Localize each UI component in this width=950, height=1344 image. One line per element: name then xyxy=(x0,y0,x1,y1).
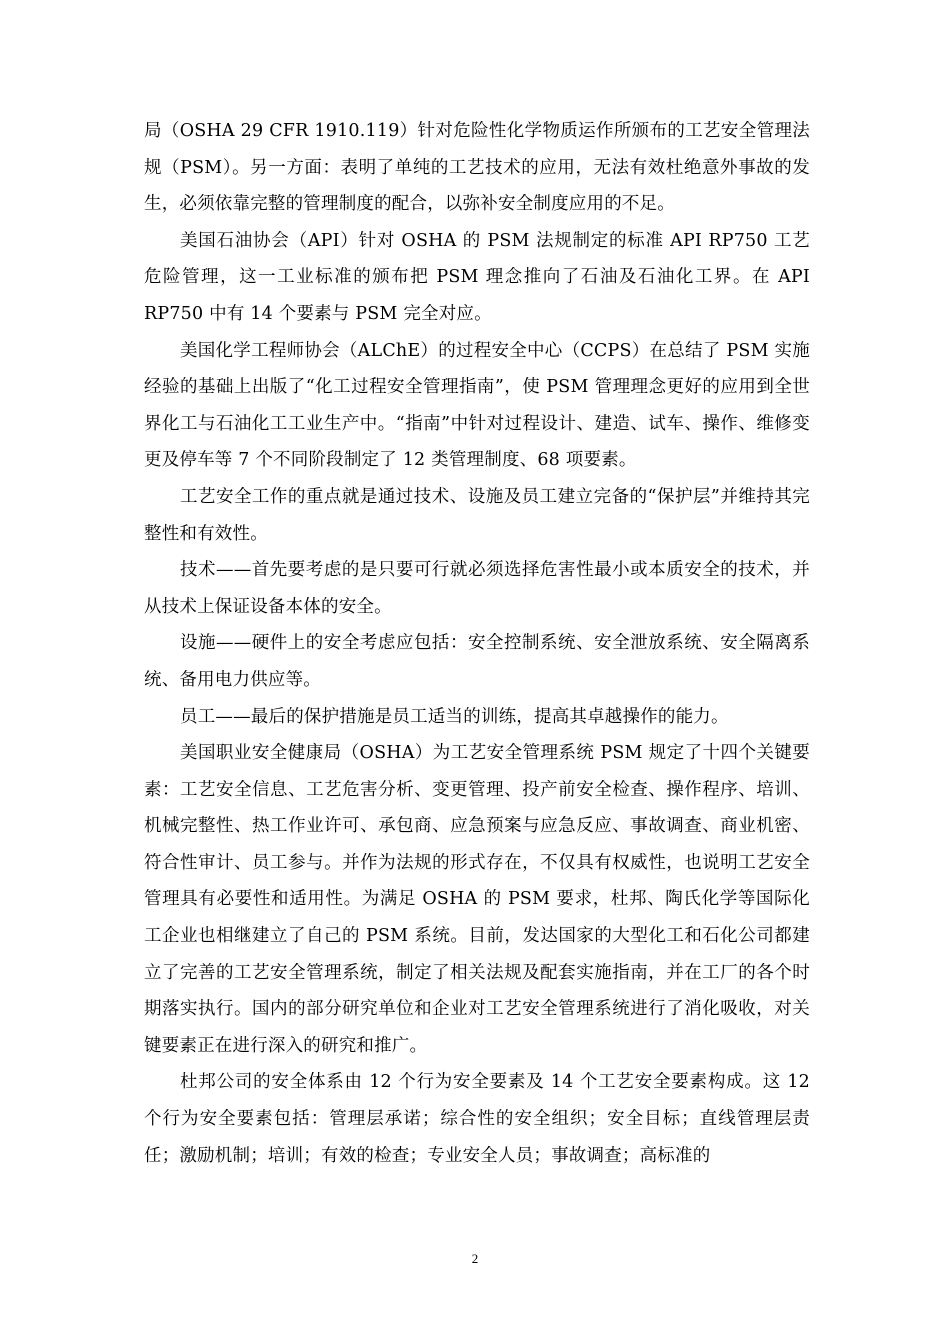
paragraph-facilities: 设施——硬件上的安全考虑应包括：安全控制系统、安全泄放系统、安全隔离系统、备用电力供应等。 xyxy=(144,633,810,690)
paragraph-ccps-guideline: 美国化学工程师协会（ALChE）的过程安全中心（CCPS）在总结了 PSM 实施经验的基础上出版了“化工过程安全管理指南”，使 PSM 管理理念更好的应用到全世界化工与石油化工工业生产中。“指南”中针对过程设计、建造、试车、操作、维修变更及停车等 7 个不同阶段制定了 12 类管理制度、68 项要素。 xyxy=(144,340,810,471)
page-number: 2 xyxy=(471,1251,479,1266)
paragraph-api-rp750: 美国石油协会（API）针对 OSHA 的 PSM 法规制定的标准 API RP750 工艺危险管理，这一工业标准的颁布把 PSM 理念推向了石油及石油化工界。在 API RP750 中有 14 个要素与 PSM 完全对应。 xyxy=(144,230,810,324)
paragraph-technology: 技术——首先要考虑的是只要可行就必须选择危害性最小或本质安全的技术，并从技术上保证设备本体的安全。 xyxy=(144,560,810,617)
paragraph-psm-regulation: 局（OSHA 29 CFR 1910.119）针对危险性化学物质运作所颁布的工艺安全管理法规（PSM）。另一方面：表明了单纯的工艺技术的应用，无法有效杜绝意外事故的发生，必须依靠完整的管理制度的配合，以弥补安全制度应用的不足。 xyxy=(144,121,810,215)
paragraph-osha-key-elements: 美国职业安全健康局（OSHA）为工艺安全管理系统 PSM 规定了十四个关键要素：工艺安全信息、工艺危害分析、变更管理、投产前安全检查、操作程序、培训、机械完整性、热工作业许可、承包商、应急预案与应急反应、事故调查、商业机密、符合性审计、员工参与。并作为法规的形式存在，不仅具有权威性，也说明工艺安全管理具有必要性和适用性。为满足 OSHA 的 PSM 要求，杜邦、陶氏化学等国际化工企业也相继建立了自己的 PSM 系统。目前，发达国家的大型化工和石化公司都建立了完善的工艺安全管理系统，制定了相关法规及配套实施指南，并在工厂的各个时期落实执行。国内的部分研究单位和企业对工艺安全管理系统进行了消化吸收，对关键要素正在进行深入的研究和推广。 xyxy=(144,743,810,1056)
paragraph-dupont-safety-system: 杜邦公司的安全体系由 12 个行为安全要素及 14 个工艺安全要素构成。这 12 个行为安全要素包括：管理层承诺；综合性的安全组织；安全目标；直线管理层责任；激励机制；培训；有效的检查；专业安全人员；事故调查；高标准的 xyxy=(144,1072,810,1166)
paragraph-protection-layer: 工艺安全工作的重点就是通过技术、设施及员工建立完备的“保护层”并维持其完整性和有效性。 xyxy=(144,486,810,544)
body-text xyxy=(144,113,810,1174)
paragraph-employees: 员工——最后的保护措施是员工适当的训练，提高其卓越操作的能力。 xyxy=(180,706,729,727)
